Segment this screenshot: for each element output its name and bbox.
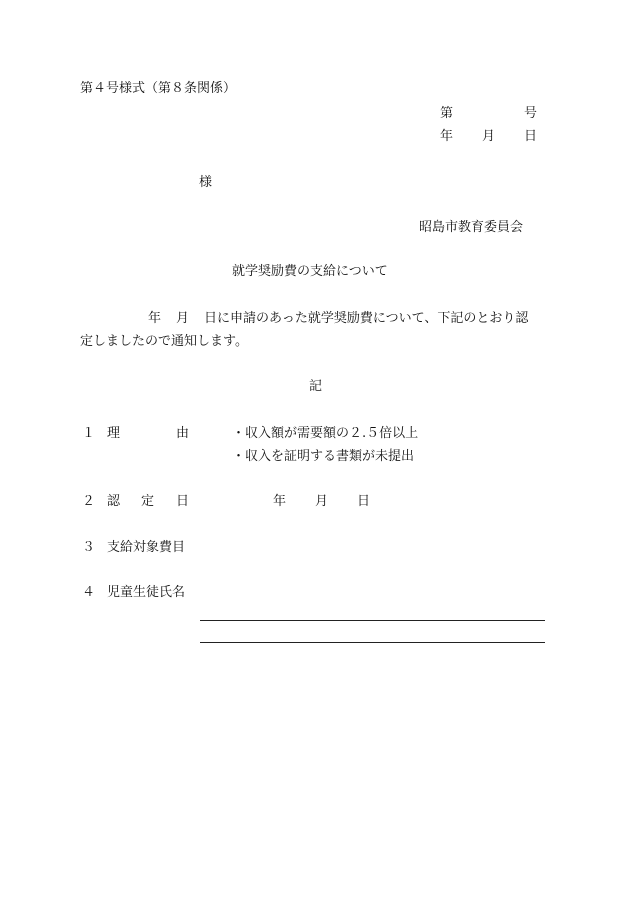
doc-number-dai: 第 (440, 106, 454, 121)
item-2-label-a: 認 (107, 494, 121, 509)
student-name-line-2 (200, 642, 545, 643)
reason-bullet-2: ・収入を証明する書類が未提出 (232, 449, 415, 464)
subject-title: 就学奨励費の支給について (232, 264, 388, 279)
item-4-number: ４ (82, 585, 96, 600)
item-2-number: ２ (82, 494, 96, 509)
body-month: 月 (176, 311, 190, 326)
ki-heading: 記 (309, 379, 323, 394)
item-2-label-b: 定 (141, 494, 155, 509)
reason-bullet-1: ・収入額が需要額の２.５倍以上 (232, 426, 419, 441)
issue-date-month: 月 (482, 129, 496, 144)
issue-date-year: 年 (440, 129, 454, 144)
doc-number-go: 号 (524, 106, 538, 121)
issuer: 昭島市教育委員会 (419, 220, 524, 235)
item-1-label-b: 由 (176, 426, 190, 441)
issue-date-day: 日 (524, 129, 538, 144)
approval-day: 日 (357, 494, 371, 509)
item-4-label: 児童生徒氏名 (107, 585, 186, 600)
approval-year: 年 (273, 494, 287, 509)
item-3-label: 支給対象費目 (107, 540, 186, 555)
student-name-line-1 (200, 620, 545, 621)
body-line2: 定しましたので通知します。 (80, 334, 248, 349)
form-number: 第４号様式（第８条関係） (80, 81, 237, 96)
item-3-number: ３ (82, 540, 96, 555)
body-year: 年 (148, 311, 162, 326)
item-2-label-c: 日 (176, 494, 190, 509)
item-1-number: １ (82, 426, 96, 441)
item-1-label-a: 理 (107, 426, 121, 441)
approval-month: 月 (315, 494, 329, 509)
addressee-suffix: 様 (199, 175, 213, 190)
body-line1: 日に申請のあった就学奨励費について、下記のとおり認 (204, 311, 529, 326)
